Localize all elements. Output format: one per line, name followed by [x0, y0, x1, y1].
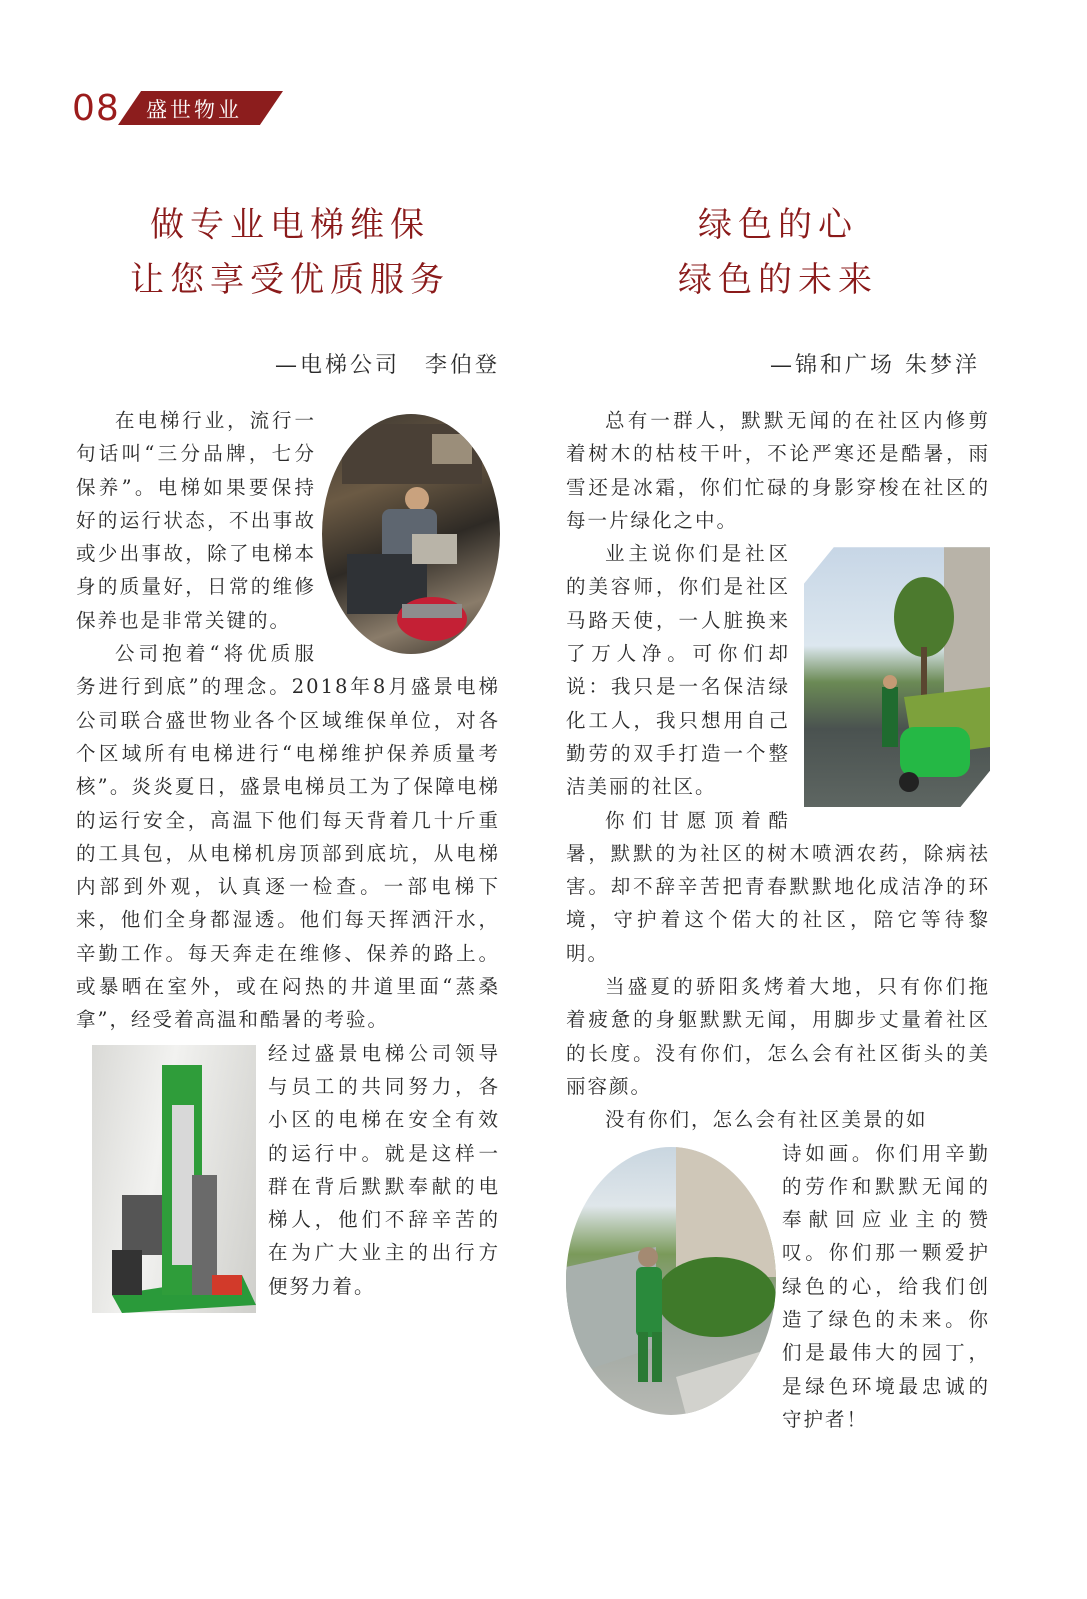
right-title-line1: 绿色的心 [698, 205, 858, 245]
left-article-title [80, 198, 500, 308]
right-paragraph-5-line1: 没有你们，怎么会有社区美景的如 [605, 1108, 928, 1132]
left-paragraph-1: 在电梯行业，流行一句话叫“三分品牌，七分保养”。电梯如果要保持好的运行状态，不出事故或少出事故，除了电梯本身的质量好，日常的维修保养也是非常关键的。 [76, 409, 316, 632]
street-cleaning-photo [804, 547, 990, 807]
left-paragraph-3: 经过盛景电梯公司领导与员工的共同努力，各小区的电梯在安全有效的运行中。就是这样一群在背后默默奉献的电梯人，他们不辞辛苦的在为广大业主的出行方便努力着。 [268, 1041, 500, 1298]
right-byline: —锦和广场 朱梦洋 [770, 353, 980, 378]
right-article-body [566, 404, 990, 1436]
elevator-model-illustration [92, 1045, 256, 1313]
section-title: 盛世物业 [146, 98, 242, 122]
right-title-line2: 绿色的未来 [678, 260, 878, 300]
gardener-trimming-illustration [566, 1147, 776, 1415]
right-paragraph-3: 你们甘愿顶着酷暑，默默的为社区的树木喷洒农药，除病祛害。却不辞辛苦把青春默默地化成洁净的环境，守护着这个偌大的社区，陪它等待黎明。 [566, 808, 990, 965]
right-paragraph-4: 当盛夏的骄阳炙烤着大地，只有你们拖着疲惫的身躯默默无闻，用脚步丈量着社区的长度。没有你们，怎么会有社区街头的美丽容颜。 [566, 975, 990, 1098]
left-title-line1: 做专业电梯维保 [150, 205, 430, 245]
right-article-title [568, 198, 988, 308]
left-paragraph-2: 公司抱着“将优质服务进行到底”的理念。2018年8月盛景电梯公司联合盛世物业各个区域维保单位，对各个区域所有电梯进行“电梯维护保养质量考核”。炎炎夏日，盛景电梯员工为了保障电梯的运行安全，高温下他们每天背着几十斤重的工具包，从电梯机房顶部到底坑，从电梯内部到外观，认真逐一检查。一部电梯下来，他们全身都湿透。他们每天挥洒汗水，辛勤工作。每天奔走在维修、保养的路上。或暴晒在室外，或在闷热的井道里面“蒸桑拿”，经受着高温和酷暑的考验。 [76, 642, 500, 1032]
sprayer-worker-illustration [804, 547, 990, 807]
elevator-machine-room-photo [322, 414, 500, 654]
left-article-body [76, 404, 500, 1313]
right-paragraph-5-rest: 诗如画。你们用辛勤的劳作和默默无闻的奉献回应业主的赞叹。你们那一颗爱护绿色的心，给我们创造了绿色的未来。你们是最伟大的园丁，是绿色环境最忠诚的守护者！ [782, 1141, 990, 1431]
gardener-photo [566, 1147, 776, 1415]
right-paragraph-2: 业主说你们是社区的美容师，你们是社区马路天使，一人脏换来了万人净。可你们却说：我只是一名保洁绿化工人，我只想用自己勤劳的双手打造一个整洁美丽的社区。 [566, 542, 790, 799]
elevator-model-photo [92, 1045, 256, 1313]
left-byline: —电梯公司 李伯登 [274, 353, 500, 378]
elevator-technician-illustration [322, 414, 500, 654]
page-number: 08 [72, 88, 120, 129]
left-title-line2: 让您享受优质服务 [130, 260, 450, 300]
right-paragraph-1: 总有一群人，默默无闻的在社区内修剪着树木的枯枝干叶，不论严寒还是酷暑，雨雪还是冰霜，你们忙碌的身影穿梭在社区的每一片绿化之中。 [566, 409, 990, 532]
